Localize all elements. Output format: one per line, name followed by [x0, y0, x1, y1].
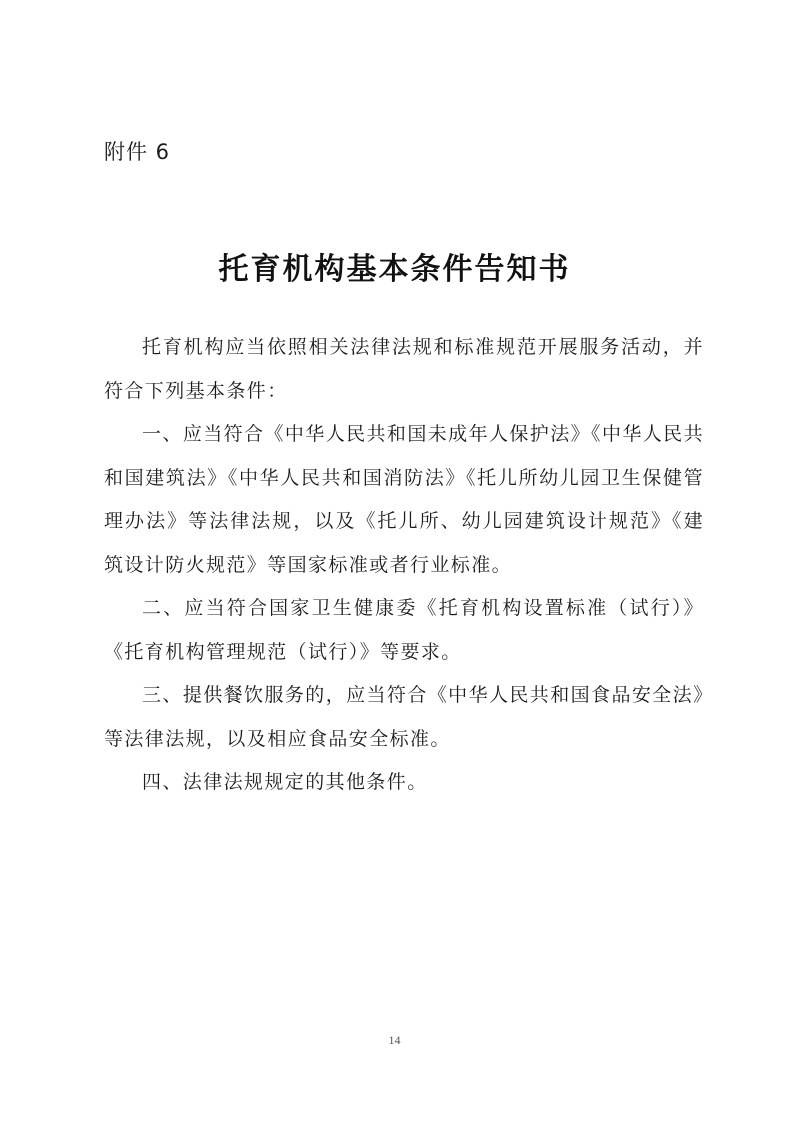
- condition-paragraph-1: 一、应当符合《中华人民共和国未成年人保护法》《中华人民共和国建筑法》《中华人民共和国消防法》《托儿所幼儿园卫生保健管理办法》等法律法规，以及《托儿所、幼儿园建筑设计规范》《建筑设计防火规范》等国家标准或者行业标准。: [104, 423, 704, 576]
- attachment-label: 附件 6: [104, 140, 171, 164]
- page-number: 14: [388, 1033, 401, 1047]
- condition-paragraph-3: 三、提供餐饮服务的，应当符合《中华人民共和国食品安全法》等法律法规，以及相应食品安全标准。: [104, 684, 704, 750]
- document-body: [104, 326, 704, 805]
- document-title: 托育机构基本条件告知书: [218, 252, 571, 287]
- condition-paragraph-2: 二、应当符合国家卫生健康委《托育机构设置标准（试行）》《托育机构管理规范（试行）》等要求。: [104, 597, 704, 663]
- intro-paragraph: 托育机构应当依照相关法律法规和标准规范开展服务活动，并符合下列基本条件：: [104, 336, 704, 402]
- condition-paragraph-4: 四、法律法规规定的其他条件。: [142, 771, 428, 793]
